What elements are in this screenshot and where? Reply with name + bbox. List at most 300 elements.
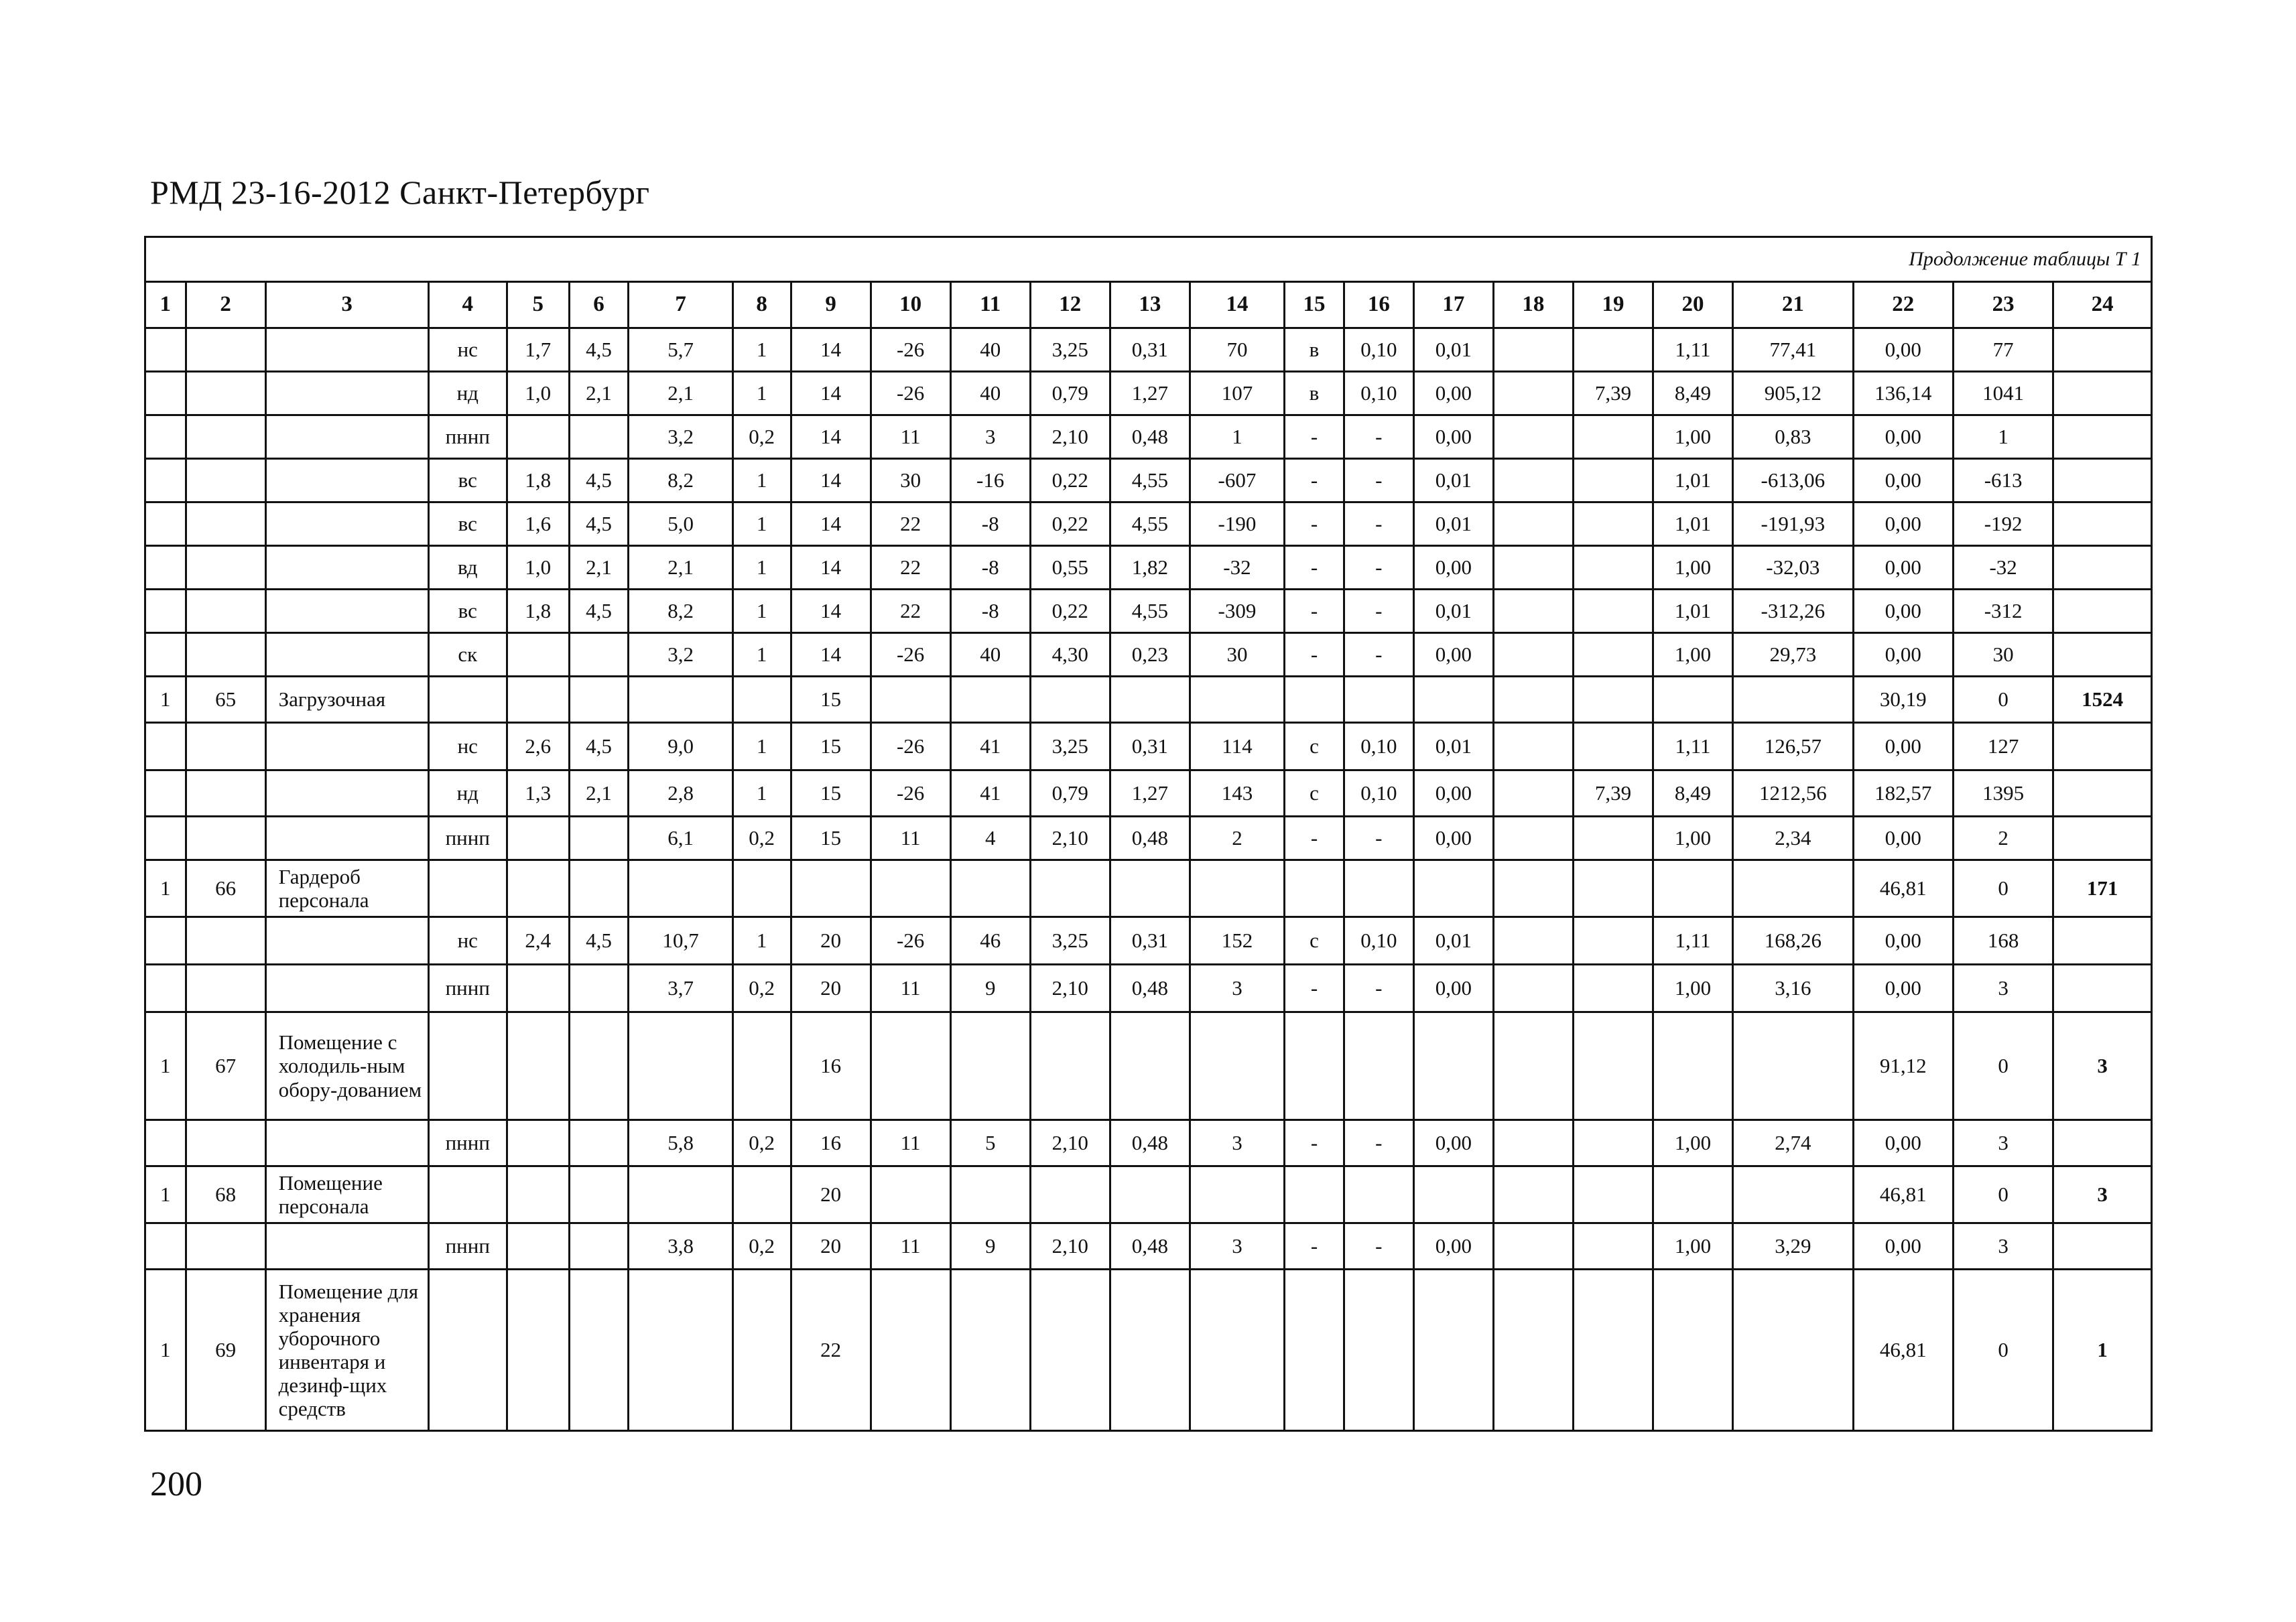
table-cell [1493,372,1573,415]
table-cell: 0 [1953,1166,2053,1223]
table-cell: 11 [871,1223,950,1270]
column-header: 9 [791,282,871,328]
table-cell [145,917,186,965]
table-row [145,723,2152,770]
table-cell: 0,00 [1853,1120,1953,1166]
table-cell: 4,5 [569,917,629,965]
table-cell: 29,73 [1733,633,1854,677]
table-cell: в [1285,372,1344,415]
table-cell: 9,0 [629,723,732,770]
column-header: 18 [1493,282,1573,328]
table-cell [2053,723,2152,770]
table-cell: 1,3 [507,770,569,817]
table-cell: 0,48 [1110,817,1190,860]
table-cell [1190,677,1284,723]
table-cell: 15 [791,677,871,723]
table-cell [1653,677,1732,723]
table-cell [145,372,186,415]
table-cell: 1,00 [1653,633,1732,677]
table-cell: 15 [791,723,871,770]
table-cell: 10,7 [629,917,732,965]
table-cell [2053,415,2152,459]
table-cell: 1 [732,770,791,817]
table-cell [186,415,265,459]
table-cell: нд [428,372,507,415]
table-row [145,415,2152,459]
table-row [145,1120,2152,1166]
table-cell: 0,2 [732,415,791,459]
table-cell: 0,23 [1110,633,1190,677]
table-cell: 3,29 [1733,1223,1854,1270]
table-cell: 65 [186,677,265,723]
table-cell: 2,10 [1030,1223,1110,1270]
table-cell [186,723,265,770]
table-cell [569,677,629,723]
table-cell: 16 [791,1012,871,1120]
table-cell: 3 [2053,1012,2152,1120]
table-cell [1733,860,1854,917]
table-cell [1493,546,1573,590]
table-cell: 136,14 [1853,372,1953,415]
table-cell [2053,817,2152,860]
table-cell: нд [428,770,507,817]
table-cell: -8 [950,546,1030,590]
table-cell: 14 [791,546,871,590]
table-cell [1413,677,1493,723]
table-cell: 0,00 [1413,1120,1493,1166]
table-cell [1573,723,1653,770]
header-row [145,282,2152,328]
table-cell: 7,39 [1573,770,1653,817]
table-cell: 9 [950,1223,1030,1270]
table-cell: 0,01 [1413,328,1493,372]
table-cell: 2,10 [1030,817,1110,860]
table-cell [507,860,569,917]
table-cell [507,633,569,677]
table-cell [569,415,629,459]
table-cell [2053,917,2152,965]
column-header: 1 [145,282,186,328]
table-cell: 0,22 [1030,502,1110,546]
table-cell: 40 [950,328,1030,372]
table-cell [507,415,569,459]
table-cell [145,459,186,502]
table-cell [265,328,428,372]
table-cell: 77 [1953,328,2053,372]
table-cell: 46,81 [1853,1166,1953,1223]
table-cell: 0,83 [1733,415,1854,459]
table-cell: 30 [871,459,950,502]
table-cell [1030,1166,1110,1223]
table-cell: 1 [732,372,791,415]
table-cell [1493,1166,1573,1223]
table-cell: -26 [871,770,950,817]
column-header: 7 [629,282,732,328]
table-cell [629,1012,732,1120]
table-cell: 4,55 [1110,590,1190,633]
table-cell [428,677,507,723]
table-cell [2053,502,2152,546]
table-cell [145,328,186,372]
table-cell [2053,770,2152,817]
table-cell: 3 [1190,1223,1284,1270]
table-cell: 8,2 [629,590,732,633]
table-cell: 1,01 [1653,459,1732,502]
table-cell [145,502,186,546]
room-row [145,860,2152,917]
table-cell: -312 [1953,590,2053,633]
table-cell: 14 [791,372,871,415]
table-cell: нс [428,917,507,965]
table-cell: 1 [145,860,186,917]
table-cell: 14 [791,328,871,372]
table-cell: 20 [791,917,871,965]
table-cell [1573,917,1653,965]
table-cell [1493,723,1573,770]
table-cell [1285,677,1344,723]
table-cell: 7,39 [1573,372,1653,415]
table-cell: 0,00 [1853,965,1953,1012]
table-cell: 1,00 [1653,965,1732,1012]
table-cell: 0,00 [1413,965,1493,1012]
table-cell: 0,55 [1030,546,1110,590]
table-cell: 4,5 [569,502,629,546]
table-cell: - [1344,459,1413,502]
table-cell: 1,6 [507,502,569,546]
data-table [144,236,2153,1432]
table-cell: - [1285,1120,1344,1166]
table-cell [186,372,265,415]
table-cell [1573,590,1653,633]
table-cell [186,1223,265,1270]
table-cell: 0,00 [1853,415,1953,459]
table-cell: 171 [2053,860,2152,917]
table-cell: 3 [1953,1120,2053,1166]
column-header: 10 [871,282,950,328]
table-cell [1190,1012,1284,1120]
table-row [145,633,2152,677]
table-cell [629,1166,732,1223]
table-cell [1493,1270,1573,1431]
table-cell: 0,48 [1110,415,1190,459]
table-cell: 1,82 [1110,546,1190,590]
table-row [145,590,2152,633]
table-cell [1493,1012,1573,1120]
table-cell: 0,00 [1853,723,1953,770]
table-cell: 14 [791,415,871,459]
table-cell: 1,11 [1653,917,1732,965]
table-cell: 5 [950,1120,1030,1166]
table-cell [507,1270,569,1431]
table-cell [569,1012,629,1120]
table-cell [1573,459,1653,502]
table-cell [950,1166,1030,1223]
table-cell: 4,5 [569,328,629,372]
table-cell: 14 [791,459,871,502]
column-header: 12 [1030,282,1110,328]
table-cell: 1395 [1953,770,2053,817]
table-cell: 1524 [2053,677,2152,723]
table-cell: 2,10 [1030,965,1110,1012]
table-cell [265,1120,428,1166]
column-header: 19 [1573,282,1653,328]
table-cell: 8,2 [629,459,732,502]
table-cell: 2,1 [629,372,732,415]
table-cell [1573,1270,1653,1431]
table-cell: пннп [428,965,507,1012]
table-cell: 0,10 [1344,372,1413,415]
table-cell: 5,0 [629,502,732,546]
table-cell [507,1223,569,1270]
table-cell: -8 [950,502,1030,546]
table-cell: 46,81 [1853,860,1953,917]
table-cell [265,917,428,965]
table-cell: 0,10 [1344,723,1413,770]
table-cell [1413,1166,1493,1223]
table-cell: 1 [145,1166,186,1223]
table-cell: - [1344,817,1413,860]
table-cell [1573,502,1653,546]
table-cell: 0,10 [1344,770,1413,817]
room-row [145,1012,2152,1120]
table-cell [569,1223,629,1270]
table-cell [1493,633,1573,677]
table-cell: -26 [871,328,950,372]
table-cell: - [1344,965,1413,1012]
table-row [145,817,2152,860]
table-cell [1573,860,1653,917]
table-cell: 22 [871,502,950,546]
table-cell [265,590,428,633]
table-cell [507,1012,569,1120]
table-cell: -32 [1190,546,1284,590]
table-cell: 1 [732,328,791,372]
table-cell: - [1344,1223,1413,1270]
table-cell [2053,1120,2152,1166]
table-cell: 1,8 [507,459,569,502]
table-cell: 4,55 [1110,459,1190,502]
table-cell [265,965,428,1012]
table-cell [265,459,428,502]
table-cell: в [1285,328,1344,372]
table-cell [1653,860,1732,917]
table-cell: 0,00 [1413,633,1493,677]
table-cell [1493,1223,1573,1270]
table-cell: 1,8 [507,590,569,633]
table-cell: 168,26 [1733,917,1854,965]
table-cell [1733,1166,1854,1223]
table-cell: 2,1 [569,372,629,415]
table-cell: 0,01 [1413,459,1493,502]
table-cell: 4 [950,817,1030,860]
column-header: 11 [950,282,1030,328]
table-cell [1030,860,1110,917]
column-header: 20 [1653,282,1732,328]
table-cell: 1 [732,723,791,770]
column-header: 8 [732,282,791,328]
table-cell [1493,590,1573,633]
table-cell: 0 [1953,1012,2053,1120]
table-cell [1110,1166,1190,1223]
table-cell: - [1344,415,1413,459]
table-cell: 1,01 [1653,590,1732,633]
table-cell: 67 [186,1012,265,1120]
table-cell [1030,1270,1110,1431]
table-cell [1493,817,1573,860]
table-cell: -8 [950,590,1030,633]
table-cell [145,817,186,860]
table-cell [871,1166,950,1223]
table-cell: 4,55 [1110,502,1190,546]
table-cell: Гардероб персонала [265,860,428,917]
table-cell: вс [428,459,507,502]
table-cell [1493,770,1573,817]
table-cell: 70 [1190,328,1284,372]
table-cell: 0,00 [1853,590,1953,633]
table-cell: - [1344,546,1413,590]
table-cell [569,817,629,860]
table-row [145,917,2152,965]
table-cell [1413,1270,1493,1431]
table-cell: 8,49 [1653,372,1732,415]
table-cell: 0,00 [1853,1223,1953,1270]
table-cell [145,546,186,590]
table-cell [569,633,629,677]
table-cell [186,459,265,502]
table-cell: 1,7 [507,328,569,372]
table-cell [629,677,732,723]
table-cell: 22 [871,546,950,590]
table-cell [1344,1012,1413,1120]
table-cell: 0,01 [1413,723,1493,770]
table-cell: -607 [1190,459,1284,502]
table-cell [871,677,950,723]
table-cell: 1,00 [1653,1223,1732,1270]
table-cell [1573,817,1653,860]
table-cell: 126,57 [1733,723,1854,770]
table-cell [2053,546,2152,590]
table-cell [569,1166,629,1223]
table-cell [1573,1166,1653,1223]
table-cell [265,770,428,817]
table-cell: 1,27 [1110,770,1190,817]
table-cell: 0,31 [1110,917,1190,965]
table-cell: 3,8 [629,1223,732,1270]
table-cell [2053,328,2152,372]
table-cell [1285,860,1344,917]
table-cell: 3,16 [1733,965,1854,1012]
table-cell: 0 [1953,677,2053,723]
table-cell [2053,459,2152,502]
table-cell: 14 [791,633,871,677]
table-cell: 182,57 [1853,770,1953,817]
table-cell: нс [428,723,507,770]
table-cell [507,817,569,860]
table-cell [1493,965,1573,1012]
column-header: 24 [2053,282,2152,328]
table-cell: 0,00 [1413,770,1493,817]
table-cell: с [1285,917,1344,965]
table-cell [1493,917,1573,965]
table-cell [186,328,265,372]
table-cell: 0,00 [1853,546,1953,590]
table-cell: Помещение с холодиль-ным обору-дованием [265,1012,428,1120]
table-cell [145,770,186,817]
table-cell: 1 [145,1270,186,1431]
table-cell: 0,00 [1853,817,1953,860]
table-cell: 2,34 [1733,817,1854,860]
table-cell [186,770,265,817]
table-cell: 0,01 [1413,502,1493,546]
table-cell: 6,1 [629,817,732,860]
table-cell: 4,5 [569,459,629,502]
table-cell: -26 [871,633,950,677]
table-cell: 0,2 [732,1223,791,1270]
table-cell [2053,633,2152,677]
table-cell [732,677,791,723]
table-cell [145,1223,186,1270]
table-cell [145,723,186,770]
table-cell [950,1270,1030,1431]
table-cell: 1,00 [1653,1120,1732,1166]
table-row [145,965,2152,1012]
table-cell [186,817,265,860]
table-cell [145,1120,186,1166]
table-cell [1573,328,1653,372]
table-cell: 168 [1953,917,2053,965]
table-cell: 1 [732,590,791,633]
table-cell: 11 [871,965,950,1012]
table-cell [732,1166,791,1223]
table-cell: 0,00 [1413,415,1493,459]
table-cell: -26 [871,372,950,415]
table-cell: 0,2 [732,817,791,860]
table-cell: - [1285,633,1344,677]
table-cell: 2,1 [629,546,732,590]
table-cell [629,860,732,917]
table-cell: 15 [791,817,871,860]
table-cell [265,546,428,590]
column-header: 14 [1190,282,1284,328]
table-cell: 152 [1190,917,1284,965]
table-row [145,1223,2152,1270]
table-cell: вс [428,502,507,546]
table-cell: 3 [1953,1223,2053,1270]
table-cell: 30 [1953,633,2053,677]
table-cell [186,965,265,1012]
table-cell [1285,1012,1344,1120]
table-cell: 20 [791,1223,871,1270]
table-row [145,770,2152,817]
table-cell: 46,81 [1853,1270,1953,1431]
table-cell [428,1270,507,1431]
table-cell [265,372,428,415]
table-cell [1190,1166,1284,1223]
table-cell: 107 [1190,372,1284,415]
table-cell: - [1285,590,1344,633]
table-cell [1573,965,1653,1012]
table-cell [428,1166,507,1223]
table-caption: Продолжение таблицы Т 1 [145,237,2152,282]
table-cell [950,1012,1030,1120]
table-cell: -191,93 [1733,502,1854,546]
table-cell: -26 [871,917,950,965]
table-cell: 0,00 [1413,1223,1493,1270]
table-cell [1344,677,1413,723]
table-cell [1110,1012,1190,1120]
table-cell [871,1270,950,1431]
table-cell: 0,00 [1853,502,1953,546]
